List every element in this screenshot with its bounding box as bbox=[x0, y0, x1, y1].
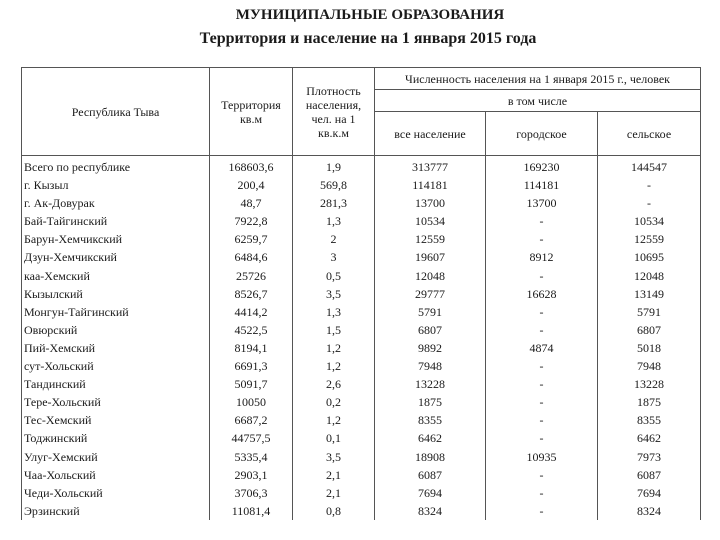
urban-population-column bbox=[486, 156, 598, 520]
row-name-value: Тес-Хемский bbox=[24, 413, 92, 428]
row-density-value: 3 bbox=[330, 250, 337, 265]
row-name-value: Эрзинский bbox=[24, 503, 80, 518]
row-area-value: 6484,6 bbox=[234, 250, 268, 265]
row-rural-value: 6807 bbox=[637, 322, 661, 337]
row-area-value: 2903,1 bbox=[234, 467, 268, 482]
row-name-value: сут-Хольский bbox=[24, 359, 94, 374]
row-density-value: 569,8 bbox=[320, 178, 347, 193]
row-total-value: 19607 bbox=[415, 250, 445, 265]
row-urban-value: - bbox=[539, 431, 544, 446]
row-density-value: 1,3 bbox=[326, 214, 341, 229]
row-name-value: Овюрский bbox=[24, 322, 78, 337]
row-area-value: 5335,4 bbox=[234, 449, 268, 464]
row-name-value: Пий-Хемский bbox=[24, 340, 96, 355]
row-density-value: 1,2 bbox=[326, 359, 341, 374]
row-urban-value: - bbox=[539, 395, 544, 410]
row-area-value: 44757,5 bbox=[231, 431, 271, 446]
header-rural: сельское bbox=[598, 112, 701, 156]
header-territory: Территория кв.м bbox=[210, 68, 293, 156]
row-density-value: 2,1 bbox=[326, 485, 341, 500]
row-density-value: 0,2 bbox=[326, 395, 341, 410]
row-total-value: 12559 bbox=[415, 232, 445, 247]
row-area-value: 8194,1 bbox=[234, 340, 268, 355]
row-total-value: 18908 bbox=[415, 449, 445, 464]
row-rural-value: 6087 bbox=[637, 467, 661, 482]
row-total-value: 114181 bbox=[412, 178, 448, 193]
row-rural-value: 13228 bbox=[634, 377, 664, 392]
row-total-value: 13700 bbox=[415, 196, 445, 211]
row-urban-value: 169230 bbox=[523, 160, 560, 174]
row-urban-value: - bbox=[539, 503, 544, 518]
row-area-value: 168603,6 bbox=[228, 160, 274, 174]
row-total-value: 29777 bbox=[415, 286, 445, 301]
row-density-value: 3,5 bbox=[326, 286, 341, 301]
row-urban-value: - bbox=[539, 467, 544, 482]
row-name-value: Всего по республике bbox=[24, 160, 131, 174]
row-rural-value: 8324 bbox=[637, 503, 661, 518]
row-area-value: 6691,3 bbox=[234, 359, 268, 374]
row-total-value: 8324 bbox=[418, 503, 442, 518]
row-area-value: 200,4 bbox=[237, 178, 265, 193]
row-area-value: 5091,7 bbox=[234, 377, 268, 392]
header-population: Численность населения на 1 января 2015 г., человек bbox=[375, 68, 701, 90]
row-urban-value: 8912 bbox=[529, 250, 554, 265]
row-name-value: Улуг-Хемский bbox=[24, 449, 98, 464]
row-density-value: 0,8 bbox=[326, 503, 341, 518]
row-area-value: 8526,7 bbox=[234, 286, 268, 301]
row-density-value: 2,6 bbox=[326, 377, 341, 392]
row-rural-value: 13149 bbox=[634, 286, 664, 301]
row-area-value: 6687,2 bbox=[234, 413, 268, 428]
region-names-column bbox=[22, 156, 210, 520]
row-density-value: 1,3 bbox=[326, 304, 341, 319]
row-area-value: 10050 bbox=[236, 395, 266, 410]
row-rural-value: 12559 bbox=[634, 232, 664, 247]
title-line-1: МУНИЦИПАЛЬНЫЕ ОБРАЗОВАНИЯ bbox=[235, 7, 505, 23]
row-total-value: 1875 bbox=[418, 395, 442, 410]
row-urban-value: - bbox=[539, 377, 544, 392]
row-rural-value: - bbox=[647, 178, 651, 193]
row-rural-value: 5018 bbox=[637, 340, 661, 355]
row-name-value: Барун-Хемчикский bbox=[24, 232, 123, 247]
row-total-value: 6087 bbox=[418, 467, 442, 482]
row-rural-value: 10534 bbox=[634, 214, 664, 229]
row-urban-value: - bbox=[539, 485, 544, 500]
row-density-value: 281,3 bbox=[320, 196, 347, 211]
title-line-2: Территория и население на 1 января 2015 года bbox=[199, 30, 537, 47]
row-urban-value: 10935 bbox=[526, 449, 557, 464]
row-name-value: каа-Хемский bbox=[24, 268, 90, 283]
row-rural-value: 7694 bbox=[637, 485, 661, 500]
header-urban: городское bbox=[486, 112, 598, 156]
row-area-value: 11081,4 bbox=[231, 503, 271, 518]
density-column bbox=[293, 156, 375, 520]
row-name-value: г. Ак-Довурак bbox=[24, 196, 95, 211]
row-rural-value: 5791 bbox=[637, 304, 661, 319]
rural-population-column bbox=[598, 156, 701, 520]
row-name-value: Тере-Хольский bbox=[24, 395, 101, 410]
row-name-value: Монгун-Тайгинский bbox=[24, 304, 129, 319]
row-area-value: 25726 bbox=[236, 268, 266, 283]
row-urban-value: - bbox=[539, 214, 544, 229]
row-total-value: 13228 bbox=[415, 377, 445, 392]
row-area-value: 4414,2 bbox=[234, 304, 268, 319]
row-rural-value: 8355 bbox=[637, 413, 661, 428]
row-density-value: 1,2 bbox=[326, 413, 341, 428]
row-name-value: Тандинский bbox=[24, 377, 86, 392]
row-density-value: 2 bbox=[330, 232, 337, 247]
header-region: Республика Тыва bbox=[22, 68, 210, 156]
row-urban-value: - bbox=[539, 232, 544, 247]
row-urban-value: - bbox=[539, 322, 544, 337]
row-density-value: 1,9 bbox=[326, 160, 341, 174]
row-urban-value: 13700 bbox=[526, 196, 557, 211]
row-total-value: 6462 bbox=[418, 431, 442, 446]
row-total-value: 7948 bbox=[418, 359, 442, 374]
row-density-value: 1,2 bbox=[326, 340, 341, 355]
row-rural-value: 1875 bbox=[637, 395, 661, 410]
row-total-value: 5791 bbox=[418, 304, 442, 319]
row-total-value: 7694 bbox=[418, 485, 442, 500]
row-density-value: 1,5 bbox=[326, 322, 341, 337]
row-total-value: 6807 bbox=[418, 322, 442, 337]
row-total-value: 12048 bbox=[415, 268, 445, 283]
row-rural-value: 7948 bbox=[637, 359, 661, 374]
row-name-value: Чеди-Хольский bbox=[24, 485, 103, 500]
row-total-value: 10534 bbox=[415, 214, 445, 229]
row-name-value: Бай-Тайгинский bbox=[24, 214, 108, 229]
row-area-value: 7922,8 bbox=[234, 214, 268, 229]
row-rural-value: 7973 bbox=[637, 449, 661, 464]
row-density-value: 2,1 bbox=[326, 467, 341, 482]
population-table bbox=[21, 67, 701, 520]
row-rural-value: 10695 bbox=[634, 250, 664, 265]
row-total-value: 9892 bbox=[418, 340, 442, 355]
row-name-value: г. Кызыл bbox=[24, 178, 69, 193]
total-population-column bbox=[375, 156, 486, 520]
header-including: в том числе bbox=[375, 90, 701, 112]
row-density-value: 3,5 bbox=[326, 449, 341, 464]
row-name-value: Чаа-Хольский bbox=[24, 467, 96, 482]
row-urban-value: - bbox=[539, 304, 544, 319]
row-name-value: Тоджинский bbox=[24, 431, 88, 446]
row-name-value: Кызылский bbox=[24, 286, 83, 301]
row-area-value: 4522,5 bbox=[234, 322, 268, 337]
row-total-value: 313777 bbox=[412, 160, 448, 174]
row-area-value: 6259,7 bbox=[234, 232, 268, 247]
row-urban-value: 4874 bbox=[529, 340, 554, 355]
row-rural-value: - bbox=[647, 196, 651, 211]
row-urban-value: - bbox=[539, 413, 544, 428]
row-total-value: 8355 bbox=[418, 413, 442, 428]
row-rural-value: 6462 bbox=[637, 431, 661, 446]
row-urban-value: - bbox=[539, 268, 544, 283]
row-rural-value: 12048 bbox=[634, 268, 664, 283]
row-name-value: Дзун-Хемчикский bbox=[24, 250, 117, 265]
row-rural-value: 144547 bbox=[631, 160, 667, 174]
row-density-value: 0,1 bbox=[326, 431, 341, 446]
row-urban-value: 114181 bbox=[523, 178, 560, 193]
row-area-value: 3706,3 bbox=[234, 485, 268, 500]
row-urban-value: - bbox=[539, 359, 544, 374]
territory-column bbox=[210, 156, 293, 520]
header-density: Плотность населения, чел. на 1 кв.к.м bbox=[293, 68, 375, 156]
row-area-value: 48,7 bbox=[240, 196, 262, 211]
row-urban-value: 16628 bbox=[526, 286, 557, 301]
header-total: все население bbox=[375, 112, 486, 156]
row-density-value: 0,5 bbox=[326, 268, 341, 283]
